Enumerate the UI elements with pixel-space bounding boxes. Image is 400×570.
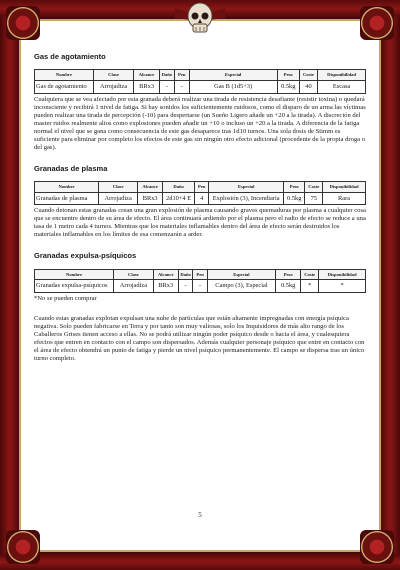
footnote: *No se pueden comprar	[34, 294, 97, 302]
col-header: Coste	[305, 181, 323, 192]
section-title: Granadas de plasma	[34, 163, 108, 173]
col-header: Especial	[207, 269, 275, 280]
col-header: Daño	[163, 181, 195, 192]
col-header: Alcance	[153, 269, 178, 280]
table-cell: Gas B (1d5+3)	[189, 80, 277, 93]
col-header: Peso	[276, 269, 301, 280]
table-cell: *	[301, 280, 319, 293]
content	[34, 52, 366, 367]
table-cell: 0.5kg	[277, 80, 299, 93]
table-cell: 2d10+4 E	[163, 192, 195, 205]
col-header: Especial	[189, 70, 277, 81]
stats-table	[34, 269, 366, 293]
left-border	[0, 16, 20, 554]
col-header: Peso	[277, 70, 299, 81]
body-paragraph: Cuando estas granadas explotan expulsan una nube de partículas que están altamente impregnadas con energía psíquica negativa. Solo pueden fabricarse en Terra y por tanto son muy valiosas, solo los Inquisidores de más alto rango de los Caballeros Grises tienen acceso a ellas. No se podrá utilizar ningún poder psíquico desde o hacia el área, y cualesquiera efectos que entren en contacto con el campo son dispersados. Además cualquier personaje psíquico que entre en contacto con el área de efecto obtendrá un punto de fatiga y pierde un nivel psíquico permanentemente. El campo se dispersa tras un único turno completo.	[34, 315, 365, 363]
col-header: Daño	[178, 269, 193, 280]
col-header: Pen	[195, 181, 209, 192]
col-header: Nombre	[35, 70, 94, 81]
col-header: Alcance	[134, 70, 160, 81]
table-row	[35, 192, 366, 205]
corner-ornament	[6, 6, 40, 40]
table-cell: 4	[195, 192, 209, 205]
section-title: Granadas expulsa-psíquicos	[34, 251, 137, 261]
col-header: Pen	[193, 269, 207, 280]
table-cell: Campo (3), Especial	[207, 280, 275, 293]
table-cell: -	[174, 80, 189, 93]
body-paragraph: Cualquiera que se vea afectado por esta granada deberá realizar una tirada de resistencia desafiante (resistir toxina) o quedará inconsciente y recibirá 1 nivel de fatiga. Si hay sonidos los suficientemente ruidosos, como el disparo de un arma las víctimas pueden realizar una tirada de percepción (-10) para despertarse (un Sueño Ligero añade un +20 a la tirada). A discreción del master ruidos realmente altos como explosiones pueden añadir un +10 o incluso un +20 a la tirada. A diferencia de la fatiga normal el nivel que se gana como consecuencia de este gas desaparece tras 1d10 turnos. Una sola dosis de Stimm es suficiente para eliminar por completo los efectos de este gas sin ningún otro efecto adicional (procedente de la propia droga o del gas).	[34, 95, 366, 151]
bottom-border	[0, 551, 400, 570]
col-header: Coste	[299, 70, 317, 81]
skull-icon	[173, 0, 227, 36]
section-title: Gas de agotamiento	[34, 52, 106, 61]
table-cell: Gas de agotamiento	[35, 80, 94, 93]
table-cell: BRx3	[153, 280, 178, 293]
table-row	[35, 80, 366, 93]
table-cell: Explosión (3), Incendiaria	[209, 192, 284, 205]
stats-table	[34, 69, 366, 93]
corner-ornament	[6, 530, 40, 564]
table-cell: BRx3	[134, 80, 160, 93]
table-cell: Rara	[323, 192, 366, 205]
col-header: Disponibilidad	[318, 70, 366, 81]
table-cell: Granadas de plasma	[35, 192, 99, 205]
table-cell: 75	[305, 192, 323, 205]
stats-table	[34, 181, 366, 205]
table-cell: 40	[299, 80, 317, 93]
page-number: 5	[198, 511, 202, 519]
col-header: Clase	[114, 269, 154, 280]
col-header: Clase	[99, 181, 138, 192]
body-paragraph: Cuando detonan estas granadas crean una gran explosión de plasma causando graves quemaduras por plasma a cualquier cosa que se encuentre dentro de su área de efecto. El área continuará ardiendo por el plasma pero el radio de efecto se reduce a una tasa de 1 metro cada 4 turnos. Mientras que los materiales inflamables dentro del área de efecto serán destruidos los materiales inflamables en los límites de esa comenzarán a arder.	[34, 207, 366, 239]
col-header: Disponibilidad	[319, 269, 366, 280]
table-cell: 0.5kg	[284, 192, 305, 205]
table-cell: Arrojadiza	[114, 280, 154, 293]
col-header: Nombre	[35, 269, 114, 280]
col-header: Alcance	[138, 181, 163, 192]
col-header: Peso	[284, 181, 305, 192]
table-cell: -	[193, 280, 207, 293]
right-border	[380, 16, 400, 554]
table-cell: Arrojadiza	[93, 80, 133, 93]
table-cell: BRx3	[138, 192, 163, 205]
table-row	[35, 280, 366, 293]
table-cell: Escasa	[318, 80, 366, 93]
col-header: Coste	[301, 269, 319, 280]
table-cell: 0.5kg	[276, 280, 301, 293]
corner-ornament	[360, 6, 394, 40]
table-cell: Granadas expulsa-psíquicos	[35, 280, 114, 293]
col-header: Clase	[93, 70, 133, 81]
col-header: Pen	[174, 70, 189, 81]
corner-ornament	[360, 530, 394, 564]
table-cell: *	[319, 280, 366, 293]
table-cell: -	[159, 80, 174, 93]
table-cell: -	[178, 280, 193, 293]
col-header: Nombre	[35, 181, 99, 192]
col-header: Disponibilidad	[323, 181, 366, 192]
col-header: Especial	[209, 181, 284, 192]
col-header: Daño	[159, 70, 174, 81]
table-cell: Arrojadiza	[99, 192, 138, 205]
